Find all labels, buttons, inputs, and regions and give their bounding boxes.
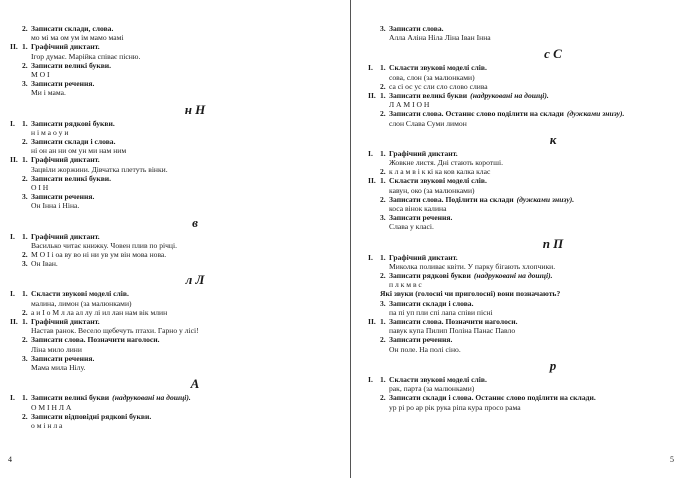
- exercise-text: Ми і мама.: [31, 88, 66, 98]
- exercise-instruction: [368, 271, 698, 280]
- letter-heading: в: [192, 214, 198, 230]
- right-page: [368, 24, 698, 472]
- exercise-instruction: [10, 79, 340, 88]
- exercise-number: 2.: [380, 194, 386, 204]
- exercise-number: 1.: [22, 155, 28, 165]
- exercise-instruction: [368, 82, 698, 91]
- exercise-text: коса вінок калина: [389, 204, 447, 214]
- letter-heading: к: [549, 131, 557, 147]
- exercise-number: 2.: [22, 137, 28, 147]
- exercise-instruction: [10, 335, 340, 344]
- exercise-instruction: [368, 299, 698, 308]
- exercise-label: Графічний диктант.: [389, 148, 458, 158]
- exercise-instruction: [368, 195, 698, 204]
- exercise-text: са сі ос ус сли сло слово слива: [389, 81, 488, 91]
- exercise-instruction: [368, 393, 698, 402]
- exercise-content: [368, 280, 698, 289]
- section-numeral: І.: [368, 148, 373, 158]
- exercise-text: Алла Аліна Ніла Ліна Іван Інна: [389, 33, 491, 43]
- section-numeral: [10, 259, 22, 268]
- exercise-content: [10, 70, 340, 79]
- exercise-content: [368, 262, 698, 271]
- exercise-content: [10, 183, 340, 192]
- exercise-instruction: [368, 24, 698, 33]
- exercise-number: 1.: [22, 231, 28, 241]
- exercise-number: 1.: [380, 317, 386, 327]
- exercise-content: [368, 158, 698, 167]
- exercise-instruction: [10, 137, 340, 146]
- exercise-label: Записати склади і слова.: [389, 298, 474, 308]
- section-numeral: ІІ.: [10, 155, 18, 165]
- exercise-number: 1.: [22, 393, 28, 403]
- exercise-instruction: [368, 213, 698, 222]
- exercise-instruction: [10, 192, 340, 201]
- section-numeral: [10, 412, 22, 421]
- section-numeral: І.: [10, 118, 15, 128]
- exercise-label: Записати слова. Позначити наголоси.: [31, 335, 160, 345]
- exercise-text: рак, парта (за малюнками): [389, 384, 475, 394]
- exercise-label: Графічний диктант.: [31, 231, 100, 241]
- exercise-text: мо мі ма ом ум ім мамо мамі: [31, 33, 124, 43]
- exercise-number: 1.: [380, 374, 386, 384]
- exercise-content: [10, 52, 340, 61]
- section-numeral: [10, 354, 22, 363]
- exercise-label: Записати відповідні рядкові букви.: [31, 411, 152, 421]
- exercise-content: [10, 146, 340, 155]
- exercise-note: (надруковані на дошці).: [112, 393, 191, 403]
- exercise-content: [368, 33, 698, 42]
- section-numeral: І.: [368, 374, 373, 384]
- exercise-content: [10, 421, 340, 430]
- exercise-number: 1.: [22, 42, 28, 52]
- section-numeral: ІІ.: [368, 91, 376, 101]
- section-numeral: [368, 213, 380, 222]
- exercise-number: 3.: [380, 24, 386, 33]
- exercise-label: Записати речення.: [389, 213, 453, 223]
- exercise-question: Які звуки (голосні чи приголосні) вони позначають?: [380, 289, 561, 299]
- exercise-text: Мама мила Нілу.: [31, 363, 86, 373]
- exercise-text: Ігор думає. Марійка співає пісню.: [31, 51, 141, 61]
- exercise-label: Записати слова. Останнє слово поділити на склади: [389, 109, 564, 119]
- exercise-text: к л а м в і к кі ка ков калка клас: [389, 167, 491, 177]
- exercise-text: О І Н: [31, 183, 49, 193]
- section-numeral: [10, 61, 22, 70]
- exercise-text: Жовкне листя. Дні стають коротші.: [389, 158, 503, 168]
- exercise-number: 1.: [22, 118, 28, 128]
- left-page: [10, 24, 340, 472]
- exercise-text: О М І Н Л А: [31, 402, 72, 412]
- exercise-instruction: [10, 42, 340, 51]
- exercise-label: Записати рядкові букви: [389, 271, 471, 281]
- exercise-label: Графічний диктант.: [389, 252, 458, 262]
- exercise-label: Записати склади і слова. Останнє слово поділити на склади.: [389, 393, 596, 403]
- exercise-number: 1.: [380, 148, 386, 158]
- letter-heading: с С: [544, 46, 562, 62]
- exercise-instruction: [368, 149, 698, 158]
- exercise-text: ні он ан ни ом ун ми нам ним: [31, 146, 127, 156]
- exercise-label: Скласти звукові моделі слів.: [389, 374, 487, 384]
- exercise-instruction: [10, 155, 340, 164]
- section-numeral: [10, 79, 22, 88]
- exercise-note: (надруковані на дошці).: [470, 91, 549, 101]
- letter-heading: л Л: [185, 272, 205, 288]
- exercise-content: [368, 119, 698, 128]
- exercise-label: Записати склади і слова.: [31, 137, 116, 147]
- exercise-number: 2.: [22, 335, 28, 345]
- section-numeral: [368, 109, 380, 118]
- section-numeral: [10, 308, 22, 317]
- exercise-number: 2.: [22, 411, 28, 421]
- exercise-number: 2.: [380, 393, 386, 403]
- exercise-text: Он Іван.: [31, 259, 58, 269]
- exercise-number: 2.: [380, 81, 386, 91]
- exercise-number: 3.: [22, 353, 28, 363]
- section-numeral: ІІ.: [368, 176, 376, 186]
- letter-heading: р: [549, 357, 557, 373]
- exercise-text: малина, лимон (за малюнками): [31, 298, 132, 308]
- letter-heading: п П: [542, 235, 564, 251]
- exercise-content: [368, 308, 698, 317]
- exercise-text: Он Інна і Ніна.: [31, 201, 80, 211]
- exercise-text: о м і н л а: [31, 420, 63, 430]
- exercise-instruction: [10, 412, 340, 421]
- exercise-instruction: [10, 308, 340, 317]
- exercise-instruction: [10, 24, 340, 33]
- exercise-number: 3.: [22, 192, 28, 202]
- right-page-number: 5: [670, 455, 674, 464]
- exercise-label: Записати великі букви.: [31, 60, 112, 70]
- exercise-number: 3.: [380, 298, 386, 308]
- section-numeral: І.: [10, 393, 15, 403]
- exercise-label: Графічний диктант.: [31, 155, 100, 165]
- letter-heading: А: [190, 376, 200, 392]
- exercise-label: Записати речення.: [31, 192, 95, 202]
- exercise-content: [10, 88, 340, 97]
- exercise-label: Записати склади, слова.: [31, 24, 114, 33]
- exercise-content: [368, 403, 698, 412]
- exercise-content: [368, 204, 698, 213]
- exercise-number: 1.: [380, 63, 386, 73]
- exercise-instruction: [10, 250, 340, 259]
- exercise-number: 2.: [380, 271, 386, 281]
- section-numeral: [10, 335, 22, 344]
- exercise-text: Слава у класі.: [389, 222, 434, 232]
- exercise-text: а и І о М л ла ал лу лі ил лан нам вік млин: [31, 307, 168, 317]
- exercise-instruction: [368, 91, 698, 100]
- exercise-instruction: [368, 109, 698, 118]
- exercise-number: 2.: [380, 167, 386, 177]
- exercise-label: Записати слова. Поділити на склади: [389, 194, 514, 204]
- section-numeral: [368, 82, 380, 91]
- exercise-content: [10, 345, 340, 354]
- exercise-label: Записати великі букви: [389, 91, 468, 101]
- exercise-text: Настав ранок. Весело щебечуть птахи. Гарно у лісі!: [31, 326, 199, 336]
- section-numeral: І.: [368, 252, 373, 262]
- exercise-content: [10, 299, 340, 308]
- section-numeral: [368, 195, 380, 204]
- exercise-number: 2.: [380, 335, 386, 345]
- page-divider: [350, 0, 351, 478]
- exercise-content: [368, 73, 698, 82]
- exercise-number: 1.: [22, 289, 28, 299]
- exercise-instruction: [368, 375, 698, 384]
- section-numeral: ІІ.: [10, 317, 18, 327]
- exercise-number: 1.: [22, 317, 28, 327]
- exercise-content: [368, 100, 698, 109]
- exercise-content: [10, 241, 340, 250]
- exercise-label: Скласти звукові моделі слів.: [389, 63, 487, 73]
- section-numeral: [368, 271, 380, 280]
- exercise-text: Он поле. На полі сіно.: [389, 344, 461, 354]
- section-numeral: ІІ.: [368, 317, 376, 327]
- exercise-number: 2.: [22, 173, 28, 183]
- exercise-content: [10, 33, 340, 42]
- section-numeral: [10, 192, 22, 201]
- exercise-instruction: [10, 354, 340, 363]
- section-numeral: [368, 24, 380, 33]
- exercise-text: Василько читає книжку. Човен плив по річці.: [31, 240, 177, 250]
- section-numeral: [10, 174, 22, 183]
- exercise-content: [368, 186, 698, 195]
- exercise-text: М О І: [31, 70, 50, 80]
- exercise-text: кавун, око (за малюнками): [389, 185, 475, 195]
- section-numeral: [368, 393, 380, 402]
- exercise-label: Графічний диктант.: [31, 317, 100, 327]
- exercise-instruction: [10, 232, 340, 241]
- exercise-content: [10, 363, 340, 372]
- exercise-instruction: [10, 174, 340, 183]
- exercise-number: 3.: [22, 79, 28, 89]
- section-numeral: [368, 335, 380, 344]
- section-numeral: І.: [368, 63, 373, 73]
- exercise-content: [368, 345, 698, 354]
- exercise-number: 2.: [22, 307, 28, 317]
- exercise-number: 2.: [380, 109, 386, 119]
- exercise-label: Записати слова. Позначити наголоси.: [389, 317, 518, 327]
- exercise-instruction: [10, 61, 340, 70]
- exercise-number: 1.: [380, 252, 386, 262]
- exercise-text: ур рі ро ар рік рука ріпа кура просо рама: [389, 402, 521, 412]
- section-numeral: [10, 137, 22, 146]
- exercise-text: п л к м в с: [389, 280, 422, 290]
- exercise-content: [368, 326, 698, 335]
- exercise-instruction: [10, 393, 340, 402]
- exercise-text: па пі уп пли спі лапа співи пісні: [389, 307, 493, 317]
- exercise-number: 3.: [22, 259, 28, 269]
- exercise-label: Записати великі букви: [31, 393, 110, 403]
- exercise-label: Записати речення.: [31, 353, 95, 363]
- exercise-content: [10, 128, 340, 137]
- exercise-content: [10, 403, 340, 412]
- exercise-number: 1.: [380, 176, 386, 186]
- section-numeral: ІІ.: [10, 42, 18, 52]
- exercise-label: Скласти звукові моделі слів.: [31, 289, 129, 299]
- section-numeral: [368, 167, 380, 176]
- exercise-instruction: [368, 335, 698, 344]
- exercise-content: [10, 326, 340, 335]
- exercise-label: Записати речення.: [31, 79, 95, 89]
- exercise-instruction: [368, 167, 698, 176]
- exercise-instruction: [10, 289, 340, 298]
- section-numeral: І.: [10, 231, 15, 241]
- exercise-number: 2.: [22, 24, 28, 33]
- section-numeral: [10, 24, 22, 33]
- exercise-content: [10, 201, 340, 210]
- exercise-label: Скласти звукові моделі слів.: [389, 176, 487, 186]
- exercise-text: Л А М І О Н: [389, 100, 430, 110]
- exercise-text: слон Слава Суми лимон: [389, 118, 467, 128]
- exercise-label: Записати слова.: [389, 24, 444, 33]
- exercise-instruction: [368, 176, 698, 185]
- exercise-instruction: [368, 253, 698, 262]
- exercise-label: Записати речення.: [389, 335, 453, 345]
- exercise-instruction: [368, 317, 698, 326]
- exercise-content: [368, 222, 698, 231]
- exercise-number: 2.: [22, 60, 28, 70]
- exercise-label: Графічний диктант.: [31, 42, 100, 52]
- exercise-text: М О І і оа ву во ні ни ув ум він мова нова.: [31, 250, 167, 260]
- exercise-number: 2.: [22, 250, 28, 260]
- left-page-number: 4: [8, 455, 12, 464]
- section-numeral: [10, 250, 22, 259]
- section-numeral: [368, 299, 380, 308]
- exercise-label: Записати великі букви.: [31, 173, 112, 183]
- exercise-instruction: [368, 289, 698, 298]
- exercise-instruction: [10, 119, 340, 128]
- exercise-note: (дужками знизу).: [566, 109, 625, 119]
- exercise-text: сова, слон (за малюнками): [389, 72, 475, 82]
- letter-heading: н Н: [184, 101, 206, 117]
- exercise-instruction: [10, 317, 340, 326]
- exercise-text: Зацвіли жоржини. Дівчатка плетуть вінки.: [31, 164, 168, 174]
- exercise-text: н і м а о у и: [31, 127, 69, 137]
- exercise-text: павук купа Пилип Поліна Панас Павло: [389, 326, 516, 336]
- exercise-label: Записати рядкові букви.: [31, 118, 115, 128]
- exercise-note: (дужками знизу).: [516, 194, 575, 204]
- exercise-text: Миколка поливає квіти. У парку бігають хлопчики.: [389, 261, 556, 271]
- section-numeral: І.: [10, 289, 15, 299]
- exercise-instruction: [10, 259, 340, 268]
- exercise-note: (надруковані на дошці).: [473, 271, 553, 281]
- exercise-instruction: [368, 63, 698, 72]
- exercise-content: [368, 384, 698, 393]
- exercise-text: Ліна мило лини: [31, 344, 82, 354]
- exercise-content: [10, 165, 340, 174]
- exercise-number: 1.: [380, 91, 386, 101]
- exercise-number: 3.: [380, 213, 386, 223]
